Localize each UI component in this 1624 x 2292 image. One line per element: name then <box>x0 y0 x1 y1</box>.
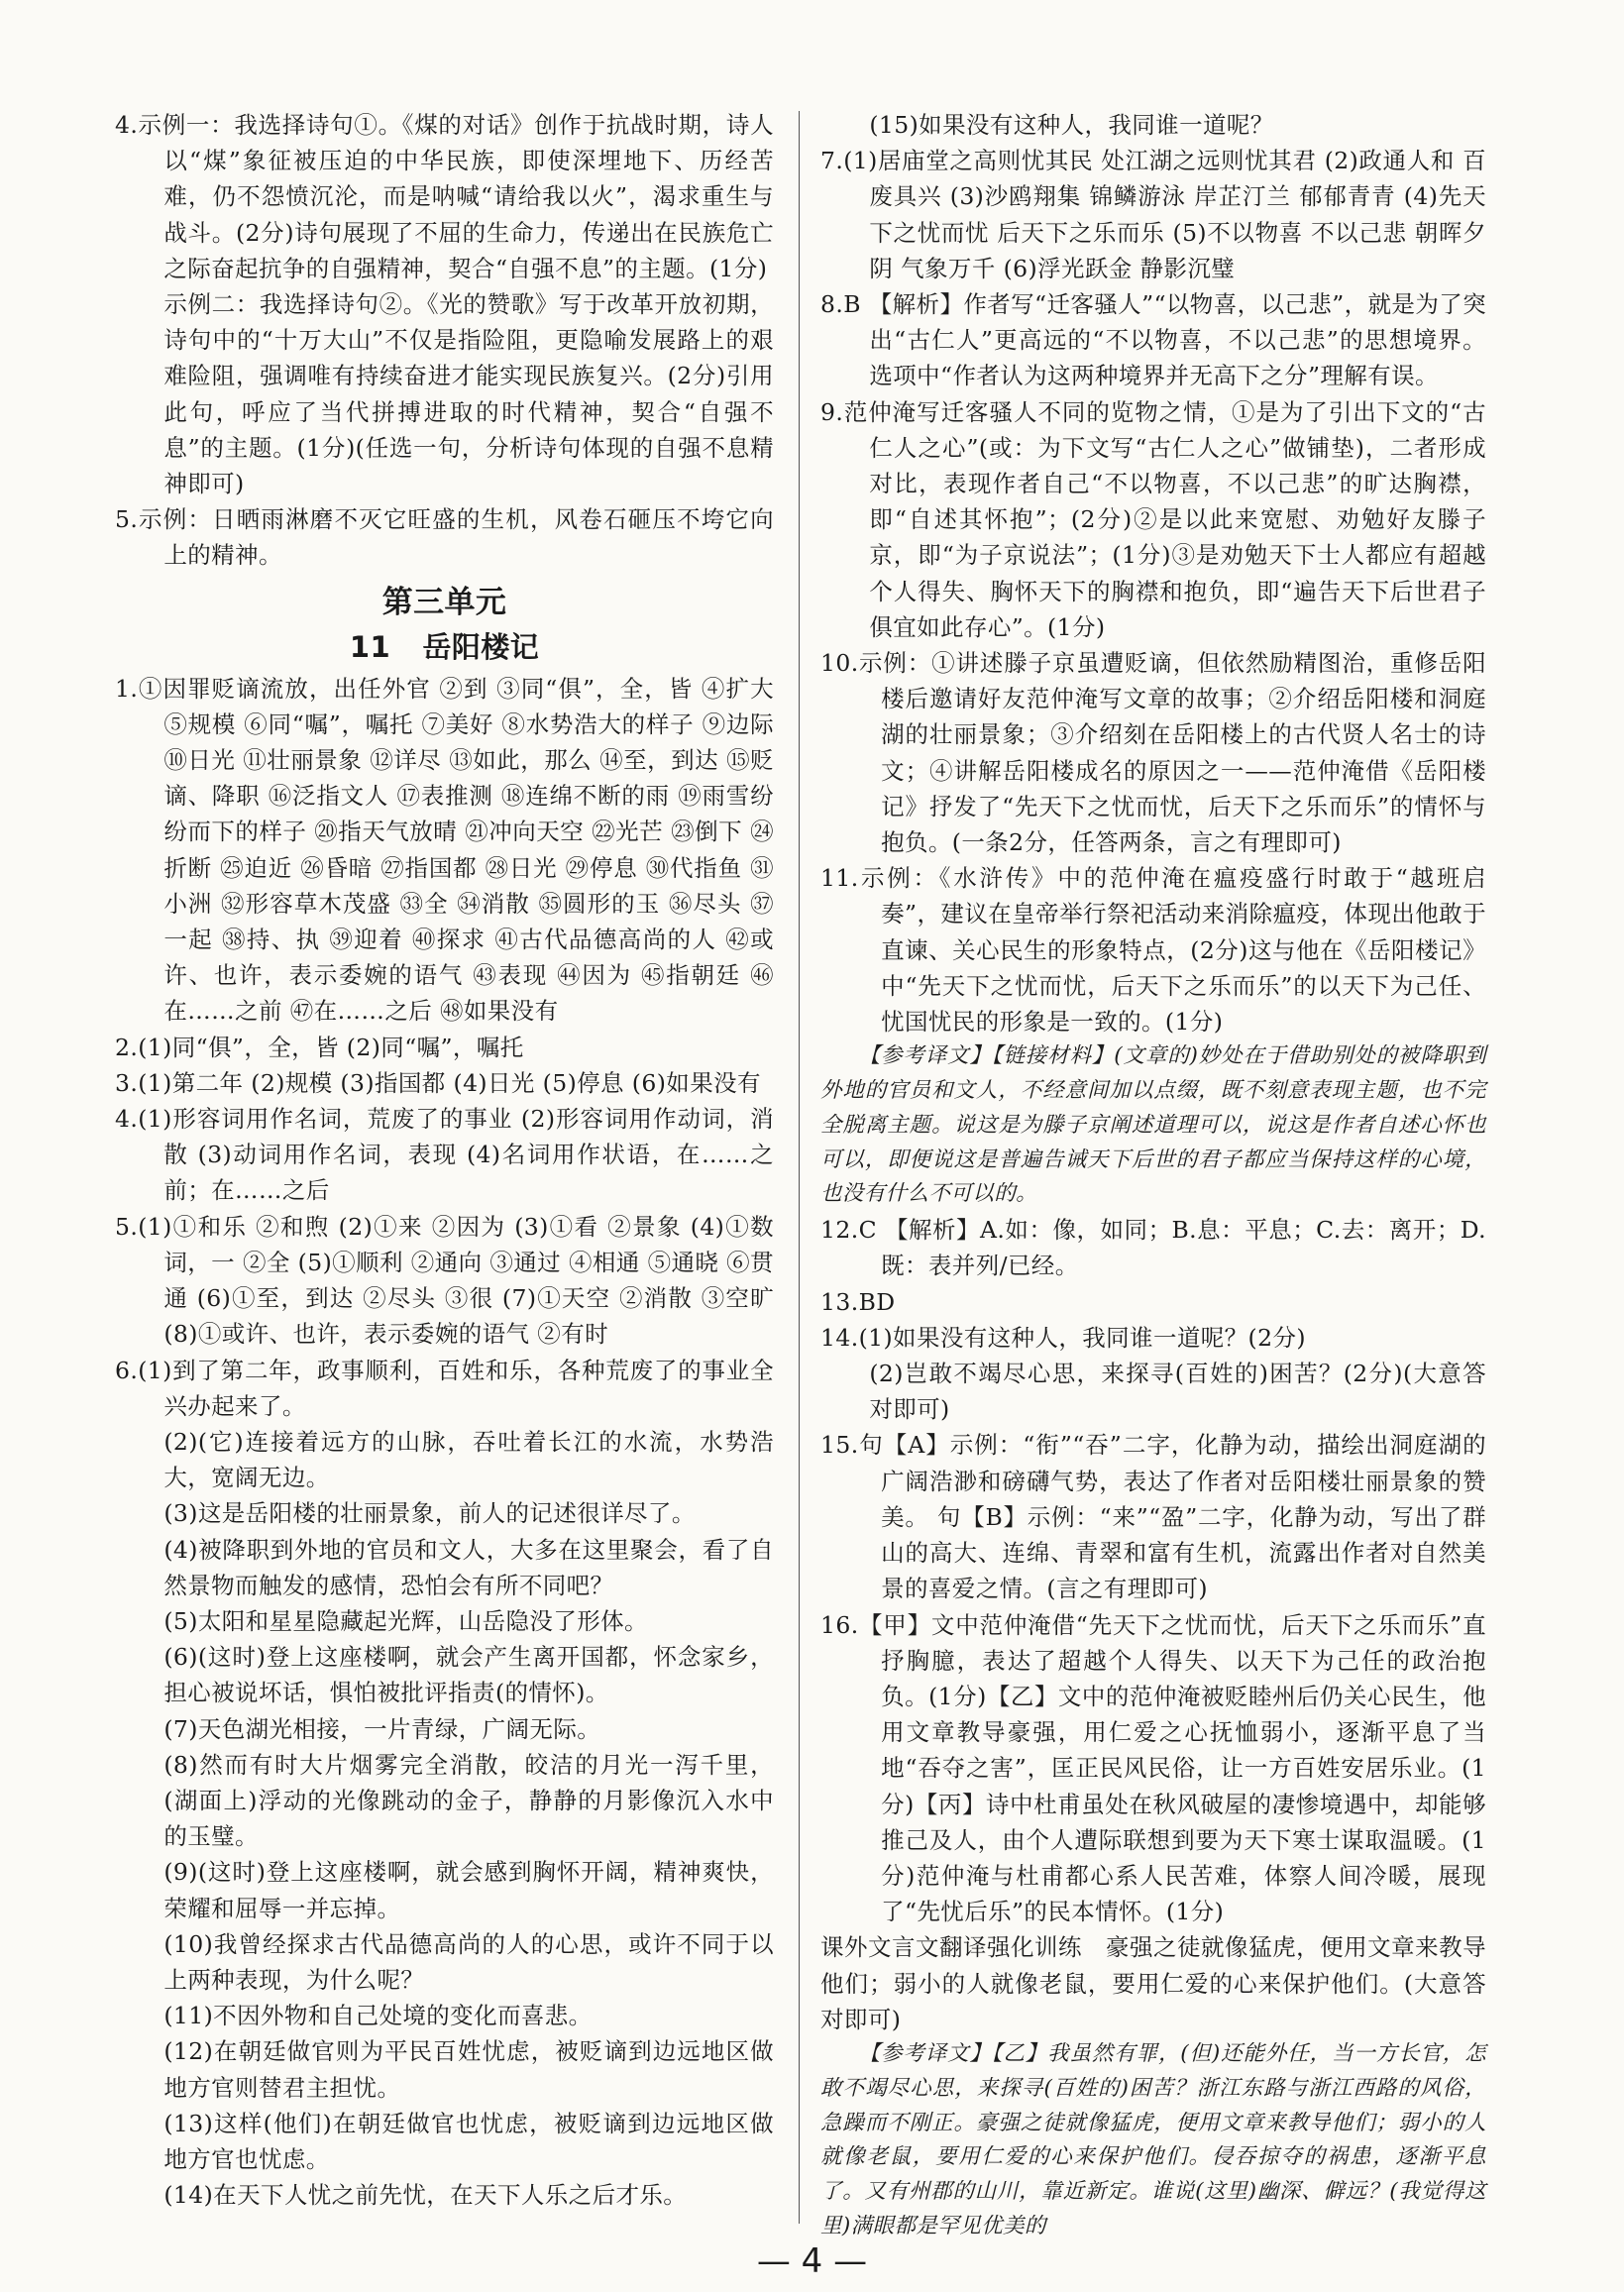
answer-item: (2)(它)连接着远方的山脉，吞吐着长江的水流，水势浩大，宽阔无边。 <box>163 1427 774 1492</box>
answer-item: 3.(1)第二年 (2)规模 (3)指国都 (4)日光 (5)停息 (6)如果没有 <box>115 1068 761 1097</box>
answer-item: (14)在天下人忧之前先忧，在天下人乐之后才乐。 <box>163 2181 688 2210</box>
answer-item: 15.句【A】示例：“衔”“吞”二字，化静为动，描绘出洞庭湖的广阔浩渺和磅礴气势，表达了作者对岳阳楼壮丽景象的赞美。 句【B】示例：“来”“盈”二字，化静为动，写出了群山的高大、连绵、青翠和富有生机，流露出作者对自然美景的喜爱之情。(言之有理即可) <box>820 1431 1486 1603</box>
answer-item: 7.(1)居庙堂之高则忧其民 处江湖之远则忧其君 (2)政通人和 百废具兴 (3)沙鸥翔集 锦鳞游泳 岸芷汀兰 郁郁青青 (4)先天下之忧而忧 后天下之乐而乐 (5)不以物喜 不以己悲 朝晖夕阴 气象万千 (6)浮光跃金 静影沉璧 <box>820 147 1486 282</box>
answer-item: 课外文言文翻译强化训练 豪强之徒就像猛虎，便用文章来教导他们；弱小的人就像老鼠，要用仁爱的心来保护他们。(大意答对即可) <box>820 1933 1486 2033</box>
answer-item: (13)这样(他们)在朝廷做官也忧虑，被贬谪到边远地区做地方官也忧虑。 <box>163 2109 774 2173</box>
answer-item: (10)我曾经探求古代品德高尚的人的心思，或许不同于以上两种表现，为什么呢？ <box>163 1929 774 1994</box>
answer-item: (12)在朝廷做官则为平民百姓忧虑，被贬谪到边远地区做地方官则替君主担忧。 <box>163 2037 774 2102</box>
answer-item: 1.①因罪贬谪流放，出任外官 ②到 ③同“俱”，全，皆 ④扩大 ⑤规模 ⑥同“嘱”，嘱托 ⑦美好 ⑧水势浩大的样子 ⑨边际 ⑩日光 ⑪壮丽景象 ⑫详尽 ⑬如此，那么 ⑭至，到达 ⑮贬谪、降职 ⑯泛指文人 ⑰表推测 ⑱连绵不断的雨 ⑲雨雪纷纷而下的样子 ⑳指天气放晴 ㉑冲向天空 ㉒光芒 ㉓倒下 ㉔折断 ㉕迫近 ㉖昏暗 ㉗指国都 ㉘日光 ㉙停息 ㉚代指鱼 ㉛小洲 ㉜形容草木茂盛 ㉝全 ㉞消散 ㉟圆形的玉 ㊱尽头 ㊲一起 ㊳持、执 ㊴迎着 ㊵探求 ㊶古代品德高尚的人 ㊷或许、也许，表示委婉的语气 ㊸表现 ㊹因为 ㊺指朝廷 ㊻在……之前 ㊼在……之后 ㊽如果没有 <box>115 674 774 1026</box>
answer-item: 8.B 【解析】作者写“迁客骚人”“以物喜，以己悲”，就是为了突出“古仁人”更高远的“不以物喜，不以己悲”的思想境界。选项中“作者认为这两种境界并无高下之分”理解有误。 <box>820 290 1487 390</box>
answer-item: 12.C 【解析】A.如：像，如同；B.息：平息；C.去：离开；D.既：表并列/已经。 <box>820 1216 1486 1280</box>
right-column <box>820 107 1486 2244</box>
answer-item: (2)岂敢不竭尽心思，来探寻(百姓的)困苦？(2分)(大意答对即可) <box>869 1360 1486 1424</box>
answer-item: 10.示例：①讲述滕子京虽遭贬谪，但依然励精图治，重修岳阳楼后邀请好友范仲淹写文章的故事；②介绍岳阳楼和洞庭湖的壮丽景象；③介绍刻在岳阳楼上的古代贤人名士的诗文；④讲解岳阳楼成名的原因之一——范仲淹借《岳阳楼记》抒发了“先天下之忧而忧，后天下之乐而乐”的情怀与抱负。(一条2分，任答两条，言之有理即可) <box>820 649 1486 857</box>
page-number: — 4 — <box>756 2241 868 2281</box>
answer-item: 2.(1)同“俱”，全，皆 (2)同“嘱”，嘱托 <box>115 1033 524 1061</box>
lesson-title: 11 岳阳楼记 <box>349 629 540 664</box>
answer-item: 5.示例：日晒雨淋磨不灭它旺盛的生机，风卷石砸压不垮它向上的精神。 <box>115 505 774 570</box>
answer-item: 16.【甲】文中范仲淹借“先天下之忧而忧，后天下之乐而乐”直抒胸臆，表达了超越个人得失、以天下为己任的政治抱负。(1分)【乙】文中的范仲淹被贬睦州后仍关心民生，他用文章教导豪强，用仁爱之心抚恤弱小，逐渐平息了当地“吞夺之害”，匡正民风民俗，让一方百姓安居乐业。(1分)【丙】诗中杜甫虽处在秋风破屋的凄惨境遇中，却能够推己及人，由个人遭际联想到要为天下寒士谋取温暖。(1分)范仲淹与杜甫都心系人民苦难，体察人间冷暖，展现了“先忧后乐”的民本情怀。(1分) <box>820 1610 1486 1926</box>
answer-item: (9)(这时)登上这座楼啊，就会感到胸怀开阔，精神爽快，荣耀和屈辱一并忘掉。 <box>163 1858 774 1922</box>
reference-translation: 【参考译文】【乙】我虽然有罪，(但)还能外任，当一方长官，怎敢不竭尽心思，来探寻(百姓的)困苦？浙江东路与浙江西路的风俗，急躁而不刚正。豪强之徒就像猛虎，便用文章来教导他们；弱小的人就像老鼠，要用仁爱的心来保护他们。侵吞掠夺的祸患，逐渐平息了。又有州郡的山川，靠近新定。谁说(这里)幽深、僻远？(我觉得这里)满眼都是罕见优美的 <box>820 2040 1486 2238</box>
answer-item: 示例二：我选择诗句②。《光的赞歌》写于改革开放初期，诗句中的“十万大山”不仅是指险阻，更隐喻发展路上的艰难险阻，强调唯有持续奋进才能实现民族复兴。(2分)引用此句，呼应了当代拼搏进取的时代精神，契合“自强不息”的主题。(1分)(任选一句，分析诗句体现的自强不息精神即可) <box>163 290 774 498</box>
answer-item: 5.(1)①和乐 ②和煦 (2)①来 ②因为 (3)①看 ②景象 (4)①数词，一 ②全 (5)①顺利 ②通向 ③通过 ④相通 ⑤通晓 ⑥贯通 (6)①至，到达 ②尽头 ③很 (7)①天空 ②消散 ③空旷 (8)①或许、也许，表示委婉的语气 ②有时 <box>115 1212 774 1349</box>
answer-item: (15)如果没有这种人，我同谁一道呢？ <box>869 111 1274 139</box>
answer-item: (5)太阳和星星隐藏起光辉，山岳隐没了形体。 <box>163 1606 648 1635</box>
answer-item: 14.(1)如果没有这种人，我同谁一道呢？(2分) <box>820 1323 1306 1352</box>
answer-item: (8)然而有时大片烟雾完全消散，皎洁的月光一泻千里，(湖面上)浮动的光像跳动的金子，静静的月影像沉入水中的玉璧。 <box>163 1750 774 1851</box>
answer-item: (4)被降职到外地的官员和文人，大多在这里聚会，看了自然景物而触发的感情，恐怕会有所不同吧？ <box>163 1535 774 1599</box>
unit-title: 第三单元 <box>381 584 507 620</box>
answer-item: (3)这是岳阳楼的壮丽景象，前人的记述很详尽了。 <box>163 1499 696 1528</box>
answer-item: (11)不因外物和自己处境的变化而喜悲。 <box>163 2002 593 2030</box>
answer-item: 11.示例：《水浒传》中的范仲淹在瘟疫盛行时敢于“越班启奏”，建议在皇帝举行祭祀活动来消除瘟疫，体现出他敢于直谏、关心民生的形象特点，(2分)这与他在《岳阳楼记》中“先天下之忧而忧，后天下之乐而乐”的以天下为己任、忧国忧民的形象是一致的。(1分) <box>820 864 1486 1037</box>
left-column <box>115 107 774 2213</box>
answer-item: (6)(这时)登上这座楼啊，就会产生离开国都，怀念家乡，担心被说坏话，惧怕被批评指责(的情怀)。 <box>163 1643 774 1707</box>
answer-item: 9.范仲淹写迁客骚人不同的览物之情，①是为了引出下文的“古仁人之心”(或：为下文写“古仁人之心”做铺垫)，二者形成对比，表现作者自己“不以物喜，不以己悲”的旷达胸襟，即“自述其怀抱”；(2分)②是以此来宽慰、劝勉好友滕子京，即“为子京说法”；(1分)③是劝勉天下士人都应有超越个人得失、胸怀天下的胸襟和抱负，即“遍告天下后世君子俱宜如此存心”。(1分) <box>820 397 1486 641</box>
answer-item: (7)天色湖光相接，一片青绿，广阔无际。 <box>163 1714 601 1743</box>
answer-item: 6.(1)到了第二年，政事顺利，百姓和乐，各种荒废了的事业全兴办起来了。 <box>115 1356 774 1420</box>
reference-translation: 【参考译文】【链接材料】(文章的)妙处在于借助别处的被降职到外地的官员和文人，不经意间加以点缀，既不刻意表现主题，也不完全脱离主题。说这是为滕子京阐述道理可以，说这是作者自述心怀也可以，即便说这是普遍告诫天下后世的君子都应当保持这样的心境，也没有什么不可以的。 <box>820 1043 1486 1207</box>
answer-item: 4.示例一：我选择诗句①。《煤的对话》创作于抗战时期，诗人以“煤”象征被压迫的中华民族，即使深埋地下、历经苦难，仍不怨愤沉沦，而是呐喊“请给我以火”，渴求重生与战斗。(2分)诗句展现了不屈的生命力，传递出在民族危亡之际奋起抗争的自强精神，契合“自强不息”的主题。(1分) <box>115 111 774 282</box>
column-divider <box>799 111 800 2224</box>
answer-item: 4.(1)形容词用作名词，荒废了的事业 (2)形容词用作动词，消散 (3)动词用作名词，表现 (4)名词用作状语，在……之前；在……之后 <box>115 1105 774 1205</box>
answer-item: 13.BD <box>820 1287 896 1316</box>
